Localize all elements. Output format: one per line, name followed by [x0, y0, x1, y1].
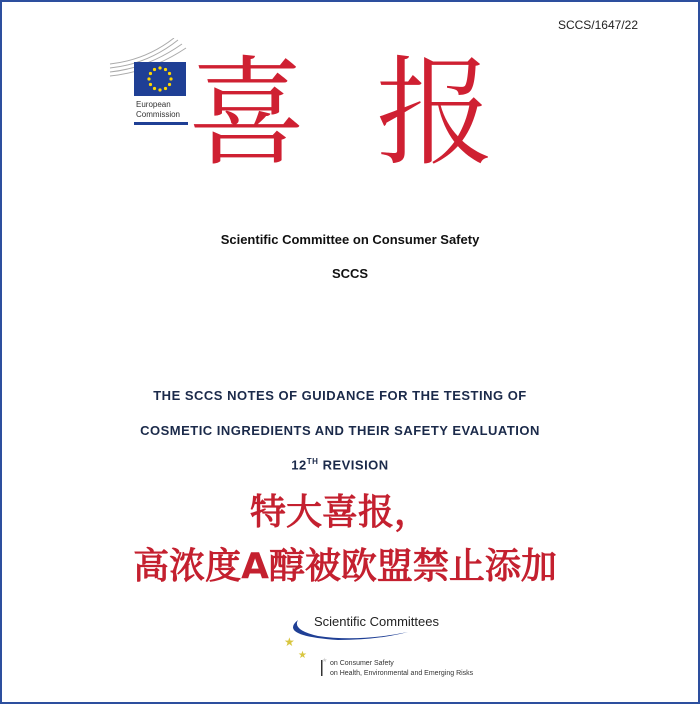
headline: 喜报 — [188, 44, 565, 182]
chinese-headline-2: 高浓度A醇被欧盟禁止添加 — [133, 546, 557, 587]
scientific-committees-logo — [278, 606, 488, 686]
eu-flag-icon — [134, 62, 186, 96]
sc-logo-sub2: on Health, Environmental and Emerging Risks — [330, 670, 474, 677]
revision-suffix: TH — [306, 457, 319, 466]
committee-abbrev: SCCS — [331, 266, 369, 281]
svg-text:★: ★ — [298, 650, 307, 661]
svg-text:★: ★ — [284, 635, 295, 649]
european-commission-logo — [108, 38, 198, 128]
sc-logo-title: Scientific Committees — [314, 614, 439, 629]
svg-text:★: ★ — [322, 658, 328, 664]
ec-logo-bar — [134, 122, 188, 125]
title-line-2: COSMETIC INGREDIENTS AND THEIR SAFETY EVALUATION — [140, 423, 540, 438]
title-line-1: THE SCCS NOTES OF GUIDANCE FOR THE TESTING OF — [153, 388, 527, 403]
revision-word: REVISION — [322, 457, 389, 473]
ec-logo-line2: Commission — [136, 110, 181, 119]
revision — [0, 457, 680, 472]
ec-logo-line1: European — [136, 100, 171, 109]
committee-name: Scientific Committee on Consumer Safety — [220, 232, 480, 247]
sc-logo-sub1: on Consumer Safety — [330, 660, 394, 667]
document-reference: SCCS/1647/22 — [557, 18, 638, 32]
revision-number: 12 — [291, 457, 307, 473]
chinese-headline-1: 特大喜报， — [249, 492, 430, 533]
